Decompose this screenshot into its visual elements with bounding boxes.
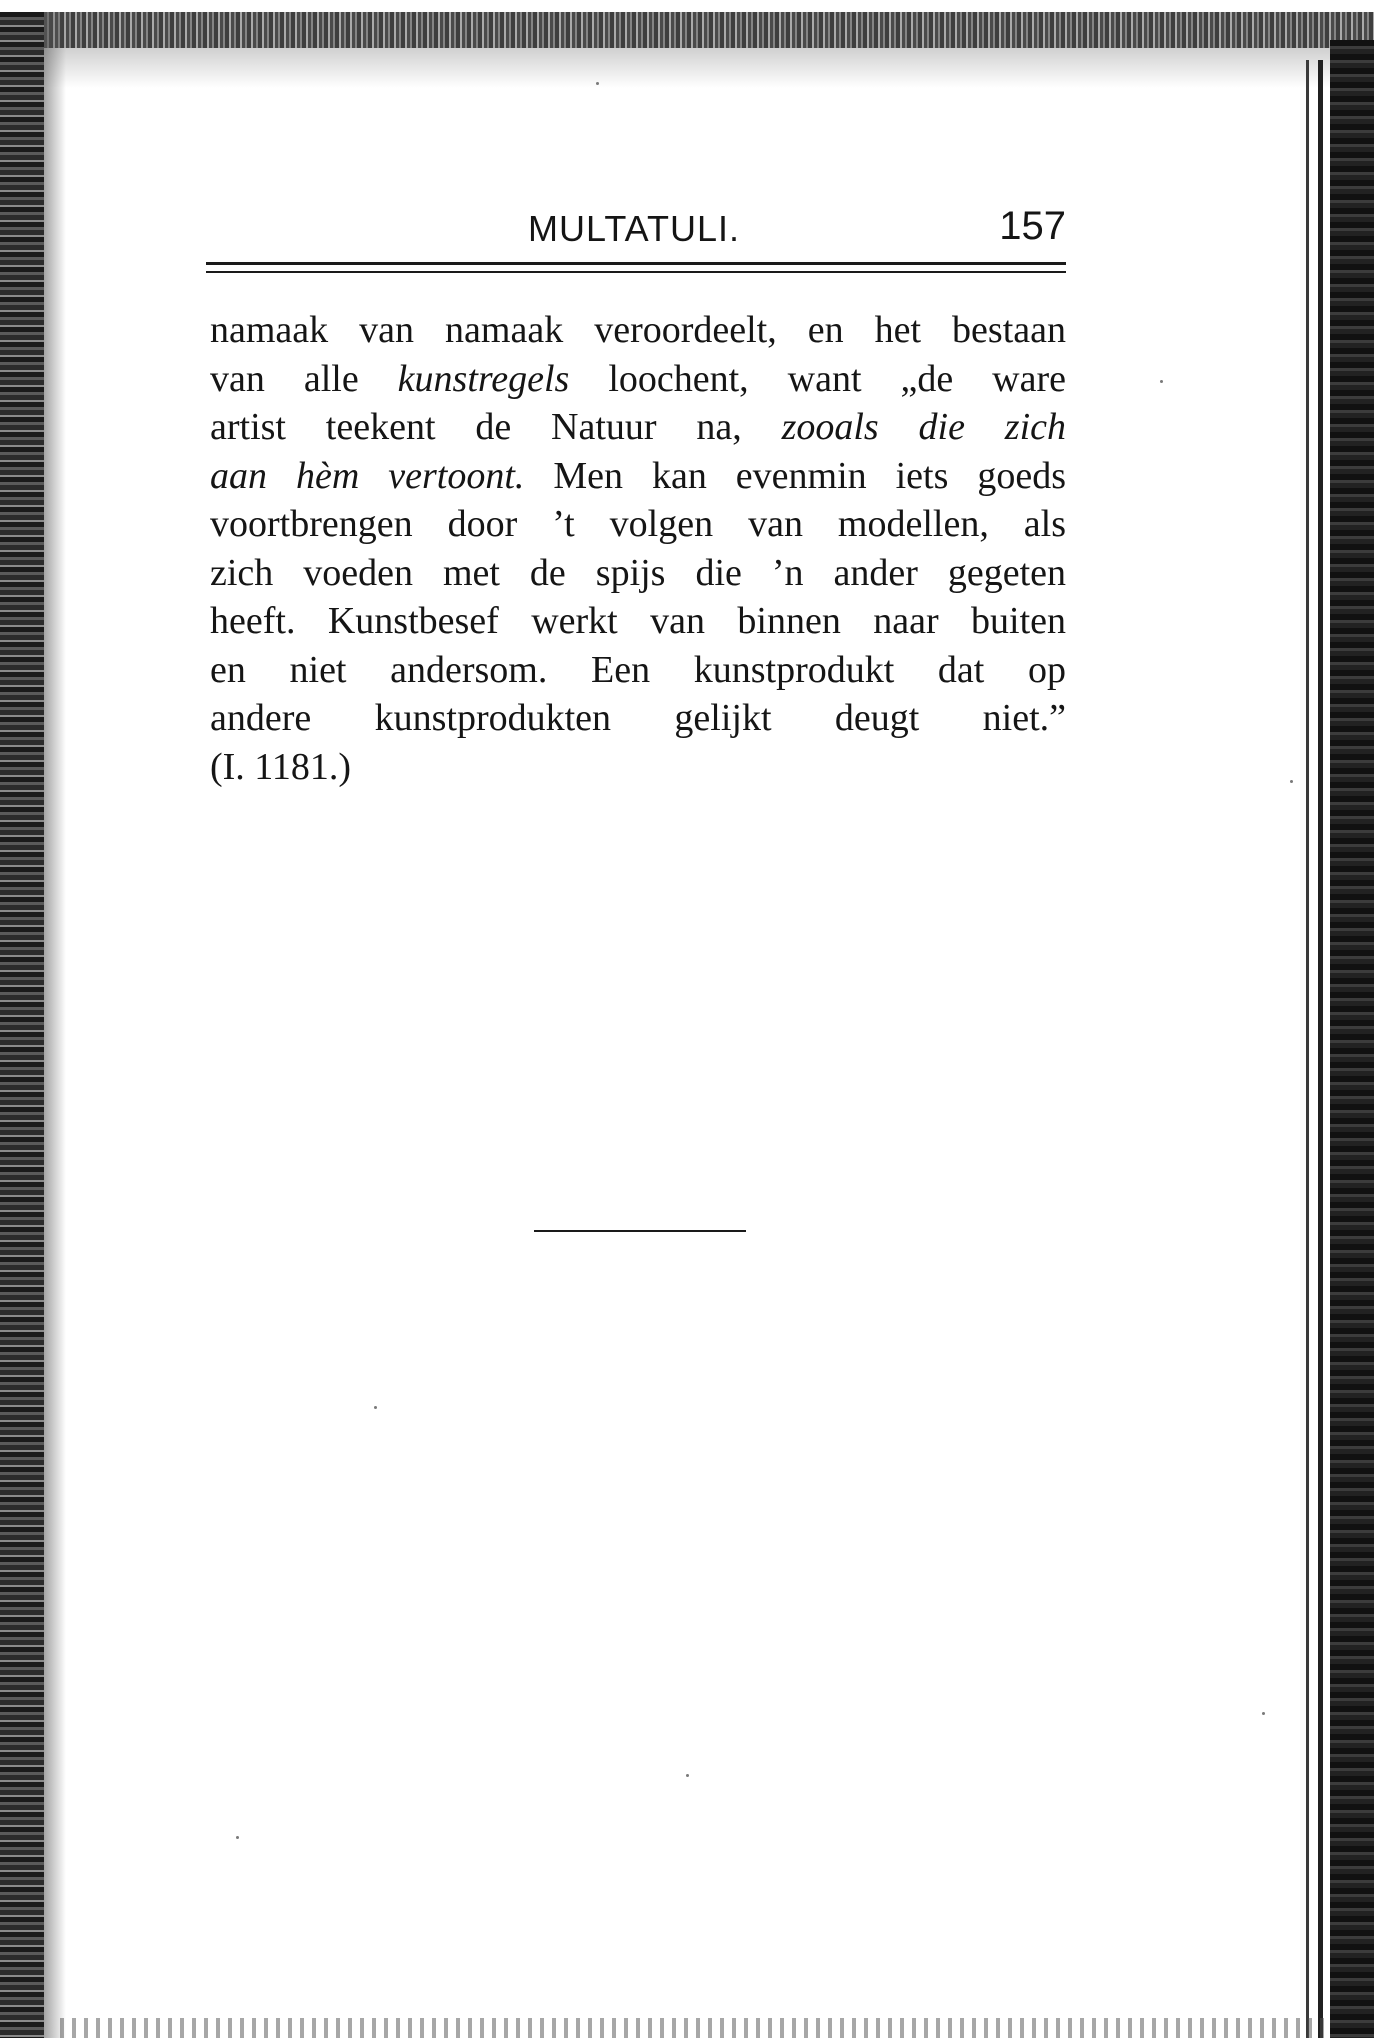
text-line — [210, 500, 1066, 549]
text-line — [210, 597, 1066, 646]
text-line — [210, 743, 1066, 792]
text-segment: zich voeden met de spijs die ’n ander gegeten — [210, 551, 1066, 594]
scan-speck — [236, 1836, 239, 1839]
page-edge-line — [1318, 60, 1323, 2038]
text-line — [210, 646, 1066, 695]
text-segment: artist teekent de Natuur na, — [210, 406, 782, 448]
header-rule — [206, 262, 1066, 265]
header-rule — [206, 271, 1066, 273]
text-segment: (I. 1181.) — [210, 745, 352, 788]
scan-bottom-edge — [60, 2018, 1330, 2038]
italic-phrase: kunstregels — [397, 357, 570, 400]
text-segment: en niet andersom. Een kunstprodukt dat op — [210, 648, 1066, 691]
text-segment: Men kan evenmin iets goeds — [524, 454, 1066, 497]
running-title: MULTATULI. — [528, 208, 741, 249]
scan-speck — [1160, 380, 1163, 383]
page-number: 157 — [999, 204, 1066, 248]
scan-right-edge — [1330, 40, 1374, 2038]
scan-top-edge — [0, 12, 1374, 48]
text-segment: loochent, want „de ware — [569, 357, 1067, 400]
running-head — [206, 204, 1066, 260]
text-segment: voortbrengen door ’t volgen van modellen, als — [210, 503, 1066, 545]
text-segment: van alle — [210, 357, 398, 400]
book-binding-edge — [0, 12, 44, 2038]
scan-speck — [1262, 1712, 1265, 1715]
binding-shadow — [44, 12, 66, 2038]
italic-phrase: aan hèm vertoont. — [210, 454, 525, 497]
scan-speck — [686, 1774, 689, 1777]
scan-speck — [374, 1406, 377, 1409]
page-edge-line — [1306, 60, 1309, 2038]
body-text — [210, 306, 1066, 791]
scan-top-shadow — [0, 48, 1374, 88]
text-line — [210, 306, 1066, 355]
italic-phrase: zooals die zich — [781, 406, 1066, 448]
scan-speck — [596, 82, 599, 85]
text-line — [210, 355, 1066, 404]
section-end-rule — [534, 1230, 746, 1232]
scan-speck — [1290, 780, 1293, 783]
text-segment: andere kunstprodukten gelijkt deugt niet.” — [210, 697, 1066, 739]
text-line — [210, 403, 1066, 452]
text-line — [210, 452, 1066, 501]
text-line — [210, 694, 1066, 743]
text-segment: heeft. Kunstbesef werkt van binnen naar buiten — [210, 600, 1066, 642]
text-line — [210, 549, 1066, 598]
text-segment: namaak van namaak veroordeelt, en het bestaan — [210, 309, 1066, 351]
